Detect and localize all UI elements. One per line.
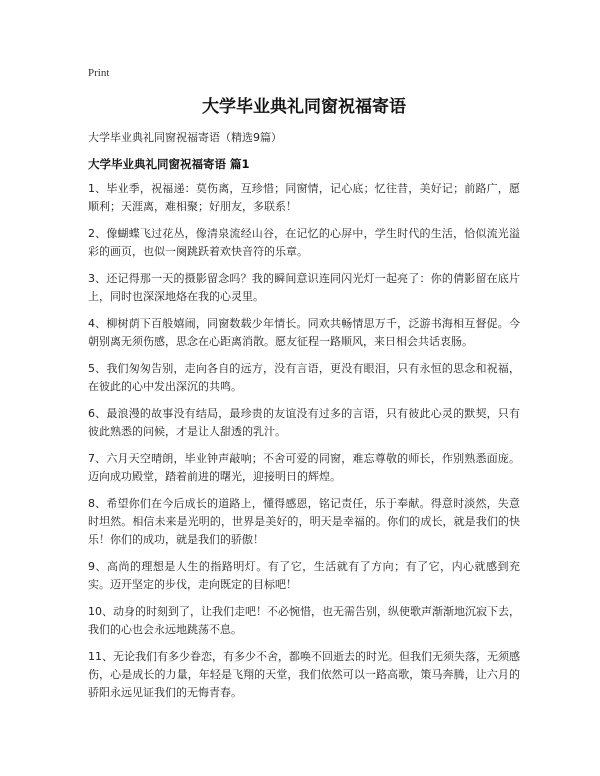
paragraph-7: 7、六月天空晴朗，毕业钟声敲响；不舍可爱的同窗，难忘尊敬的师长，作别熟悉面庞。迈向成功殿堂，踏着前进的曙光，迎接明日的辉煌。 (88, 452, 520, 483)
paragraph-11: 11、无论我们有多少眷恋，有多少不舍，都唤不回逝去的时光。但我们无须失落，无须感伤，心是成长的力量，年轻是飞翔的天堂，我们依然可以一路高歌，策马奔腾，让六月的骄阳永远见证我们的无悔青春。 (88, 650, 520, 699)
paragraph-10: 10、动身的时刻到了，让我们走吧！不必惋惜，也无需告别，纵使歌声渐渐地沉寂下去，我们的心也会永远地跳荡不息。 (88, 605, 520, 636)
paragraph-9: 9、高尚的理想是人生的指路明灯。有了它，生活就有了方向；有了它，内心就感到充实。迈开坚定的步伐，走向既定的目标吧！ (88, 560, 520, 591)
paragraph-5: 5、我们匆匆告别，走向各自的远方，没有言语，更没有眼泪，只有永恒的思念和祝福，在彼此的心中发出深沉的共鸣。 (88, 362, 520, 393)
paragraph-8: 8、希望你们在今后成长的道路上，懂得感恩，铭记责任，乐于奉献。得意时淡然，失意时坦然。相信未来是光明的，世界是美好的，明天是幸福的。你们的成长，就是我们的快乐！你们的成功，就是我们的骄傲！ (88, 497, 520, 546)
print-link[interactable]: Print (88, 67, 110, 79)
paragraph-3: 3、还记得那一天的摄影留念吗？我的瞬间意识连同闪光灯一起亮了：你的倩影留在底片上，同时也深深地烙在我的心灵里。 (88, 272, 520, 303)
paragraph-1: 1、毕业季，祝福递：莫伤离，互珍惜；同窗情，记心底；忆往昔，美好记；前路广，愿顺利；天涯离，难相聚；好朋友，多联系！ (88, 182, 520, 213)
section-heading: 大学毕业典礼同窗祝福寄语 篇1 (88, 157, 250, 171)
paragraph-6: 6、最浪漫的故事没有结局，最珍贵的友谊没有过多的言语，只有彼此心灵的默契，只有彼此熟悉的问候，才是让人甜透的乳汁。 (88, 407, 520, 438)
paragraph-4: 4、柳树荫下百般嬉闹，同窗数载少年情长。同欢共畅情思万千，泛游书海相互督促。今朝别离无须伤感，思念在心距离消散。愿友征程一路顺风，来日相会共话衷肠。 (88, 317, 520, 348)
paragraph-2: 2、像蝴蝶飞过花丛，像清泉流经山谷，在记忆的心屏中，学生时代的生活，恰似流光溢彩的画页，也似一阕跳跃着欢快音符的乐章。 (88, 227, 520, 258)
document-subtitle: 大学毕业典礼同窗祝福寄语（精选9篇） (88, 131, 282, 144)
document-page (88, 66, 520, 711)
paragraph-list (88, 180, 520, 702)
page-title: 大学毕业典礼同窗祝福寄语 (202, 97, 406, 117)
